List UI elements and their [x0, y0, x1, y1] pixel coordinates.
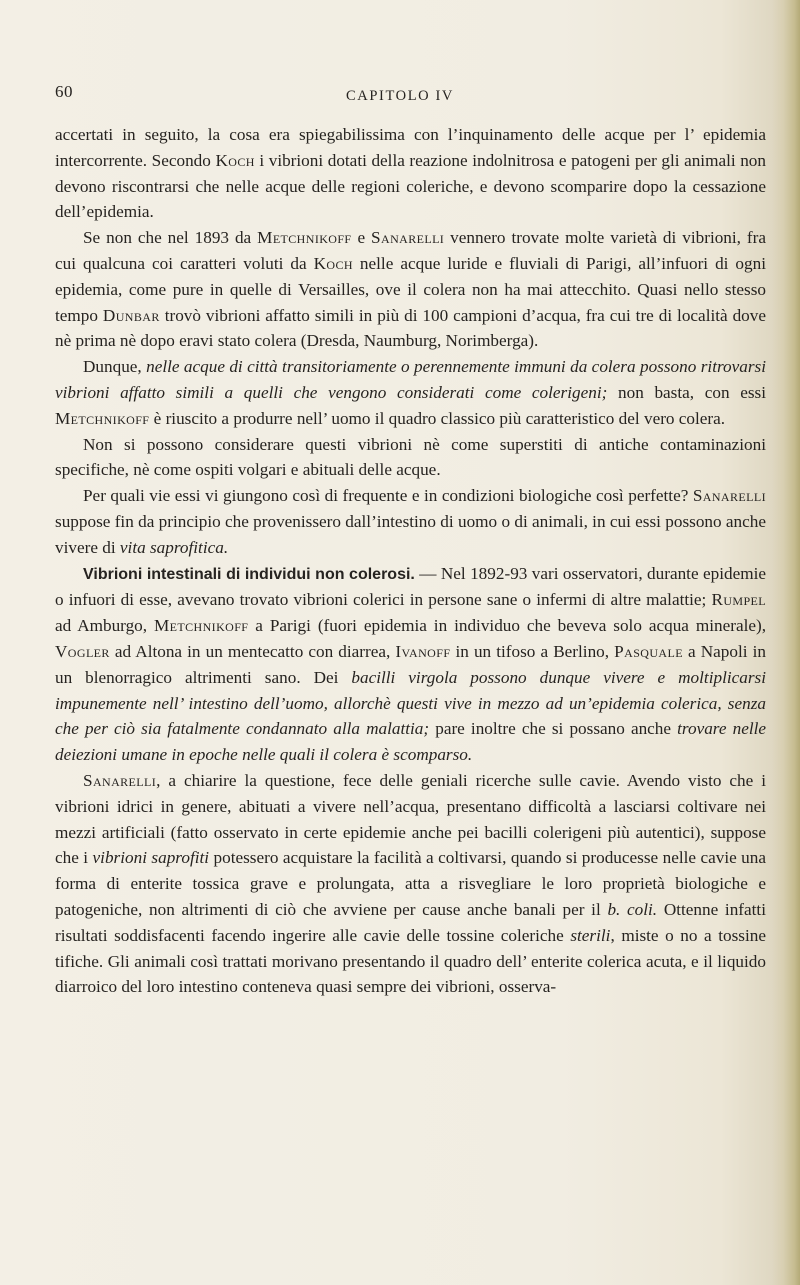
author-name: Ivanoff — [395, 641, 451, 661]
author-name: Rumpel — [711, 590, 766, 610]
author-name: Vogler — [55, 641, 110, 661]
emphasis-text: trovare nelle deiezioni umane in epoche nelle quali il colera è scomparso. — [55, 719, 766, 765]
emphasis-text: sterili — [570, 925, 611, 945]
text-run: Ottenne infatti risultati soddisfacenti facendo ingerire alle cavie delle tossine coleriche — [55, 899, 766, 945]
text-run: nelle acque luride e fluviali di Parigi, all’infuori di ogni epidemia, come pure in quelle di Versailles, ove il colera non ha mai attecchito. Quasi nello stesso tempo — [55, 253, 766, 325]
running-head: CAPITOLO IV — [346, 88, 454, 104]
text-run: vennero trovate molte varietà di vibrioni, fra cui qualcuna coi caratteri voluti da — [55, 228, 767, 273]
paragraph — [55, 225, 766, 354]
text-run: Non si possono considerare questi vibrioni nè come superstiti di antiche contaminazioni specifiche, nè come ospiti volgari e abituali delle acque. — [55, 434, 766, 480]
text-run: non basta, con essi — [607, 382, 767, 402]
emphasis-text: vita saprofitica. — [119, 537, 229, 557]
author-name: Metchnikoff — [55, 408, 150, 428]
author-name: Koch — [215, 150, 255, 170]
emphasis-text: b. coli. — [607, 899, 658, 919]
paragraph — [55, 354, 766, 431]
author-name: Sanarelli — [692, 486, 766, 506]
paragraph — [55, 432, 766, 484]
paragraph — [55, 483, 766, 560]
author-name: Dunbar — [102, 305, 160, 325]
text-run: — Nel 1892-93 vari osservatori, durante epidemie o infuori di esse, avevano trovato vibrioni colerici in persone sane o infermi di altre malattie; — [55, 563, 766, 610]
page-edge-shading — [772, 0, 800, 1285]
text-run: , miste o no a tossine tifiche. Gli animali così trattati morivano presentando il quadro dell’ enterite colerica acuta, e il liquido diarroico del loro intestino conteneva quasi sempre dei vibrioni, osserva- — [55, 925, 766, 997]
emphasis-text: nelle acque di città transitoriamente o perennemente immuni da colera possono ritrovarsi vibrioni affatto simili a quelli che vengono considerati come colerigeni; — [55, 357, 766, 402]
paragraph — [55, 122, 766, 225]
text-run: , a chiarire la questione, fece delle geniali ricerche sulle cavie. Avendo visto che i vibrioni idrici in genere, abituati a vivere nell’acqua, presentano difficoltà a lasciarsi coltivare nei mezzi artificiali (fatto osservato in certe epidemie anche pei bacilli colerigeni più autentici), suppose che i — [55, 770, 766, 868]
text-run: è riuscito a produrre nell’ uomo il quadro classico più caratteristico del vero colera. — [149, 408, 726, 428]
text-run: i vibrioni dotati della reazione indolnitrosa e patogeni per gli animali non devono riscontrarsi che nelle acque delle regioni coleriche, e devono scomparire dopo la cessazione dell’epidemia. — [55, 150, 766, 222]
author-name: Koch — [313, 253, 353, 273]
paragraph — [55, 768, 766, 1000]
text-run: a Parigi (fuori epidemia in individuo che beveva solo acqua minerale), — [248, 616, 766, 636]
text-run: accertati in seguito, la cosa era spiegabilissima con l’inquinamento delle acque per l’ epidemia intercorrente. Secondo — [55, 125, 766, 170]
text-run: potessero acquistare la facilità a coltivarsi, quando si producesse nelle cavie una forma di enterite tossica grave e prolungata, atta a risvegliare le loro proprietà biologiche e patogeniche, non altrimenti di ciò che avviene per cause anche banali per il — [55, 848, 766, 919]
emphasis-text: vibrioni saprofiti — [92, 848, 210, 868]
author-name: Metchnikoff — [257, 228, 352, 248]
text-run: Se non che nel 1893 da — [83, 228, 258, 248]
author-name: Pasquale — [614, 641, 683, 661]
text-run: in un tifoso a Berlino, — [450, 641, 615, 661]
text-run: e — [351, 228, 372, 248]
author-name: Sanarelli — [371, 228, 445, 248]
body-text — [55, 122, 766, 1000]
section-heading: Vibrioni intestinali di individui non colerosi. — [83, 565, 415, 583]
text-run: a Napoli in un blenorragico altrimenti sano. Dei — [55, 641, 767, 687]
text-run: Per quali vie essi vi giungono così di frequente e in condizioni biologiche così perfette? — [83, 486, 693, 506]
page-number: 60 — [55, 82, 73, 101]
text-run: Dunque, — [83, 357, 147, 377]
text-run: suppose fin da principio che provenissero dall’intestino di uomo o di animali, in cui essi possono anche vivere di — [55, 511, 766, 557]
text-run: pare inoltre che si possano anche — [429, 719, 678, 739]
paragraph — [55, 561, 766, 768]
author-name: Sanarelli — [83, 770, 157, 790]
text-run: trovò vibrioni affatto simili in più di 100 campioni d’acqua, fra cui tre di località dove nè prima nè dopo eravi stato colera (Dresda, Naumburg, Norimberga). — [55, 305, 767, 351]
author-name: Metchnikoff — [154, 616, 249, 636]
text-run: ad Amburgo, — [55, 616, 154, 636]
text-run: ad Altona in un mentecatto con diarrea, — [109, 641, 396, 661]
emphasis-text: bacilli virgola possono dunque vivere e moltiplicarsi impunemente nell’ intestino dell’uomo, allorchè questi vive in mezzo ad un’epidemia colerica, senza che per ciò sia fatalmente condannato alla malattia; — [55, 667, 766, 739]
